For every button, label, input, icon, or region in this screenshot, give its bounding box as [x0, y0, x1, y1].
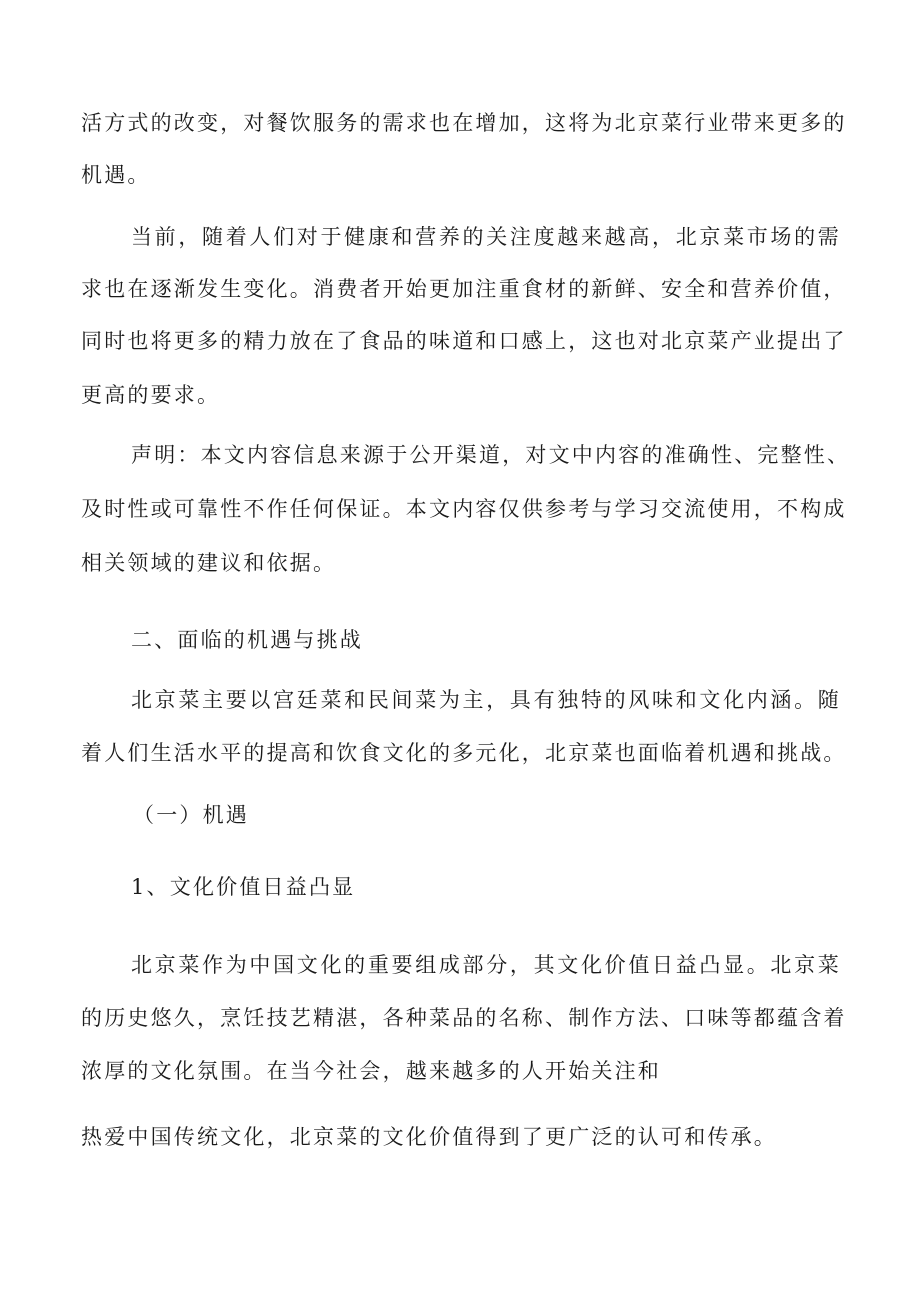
- paragraph-line: 浓厚的文化氛围。在当今社会，越来越多的人开始关注和: [81, 1059, 661, 1083]
- paragraph-line: 的历史悠久，烹饪技艺精湛，各种菜品的名称、制作方法、口味等都蕴含着: [81, 1006, 847, 1030]
- disclaimer-line: 及时性或可靠性不作任何保证。本文内容仅供参考与学习交流使用，不构成: [81, 497, 847, 521]
- paragraph-line: 着人们生活水平的提高和饮食文化的多元化，北京菜也面临着机遇和挑战。: [81, 741, 847, 765]
- paragraph-line: 北京菜作为中国文化的重要组成部分，其文化价值日益凸显。北京菜: [131, 953, 841, 977]
- sub-heading: （一）机遇: [133, 803, 249, 827]
- paragraph-line: 北京菜主要以宫廷菜和民间菜为主，具有独特的风味和文化内涵。随: [131, 688, 841, 712]
- disclaimer-line: 相关领域的建议和依据。: [81, 551, 337, 575]
- paragraph-line: 当前，随着人们对于健康和营养的关注度越来越高，北京菜市场的需: [131, 225, 841, 249]
- disclaimer-line: 声明：本文内容信息来源于公开渠道，对文中内容的准确性、完整性、: [131, 443, 851, 467]
- paragraph-line: 同时也将更多的精力放在了食品的味道和口感上，这也对北京菜产业提出了: [81, 329, 847, 353]
- section-heading: 二、面临的机遇与挑战: [131, 628, 363, 652]
- paragraph-line: 求也在逐渐发生变化。消费者开始更加注重食材的新鲜、安全和营养价值，: [81, 277, 847, 301]
- paragraph-line: 热爱中国传统文化，北京菜的文化价值得到了更广泛的认可和传承。: [81, 1125, 777, 1149]
- paragraph-line: 活方式的改变，对餐饮服务的需求也在增加，这将为北京菜行业带来更多的: [81, 111, 847, 135]
- paragraph-line: 更高的要求。: [81, 383, 221, 407]
- paragraph-line: 机遇。: [81, 163, 151, 187]
- item-heading: 1、文化价值日益凸显: [131, 875, 356, 899]
